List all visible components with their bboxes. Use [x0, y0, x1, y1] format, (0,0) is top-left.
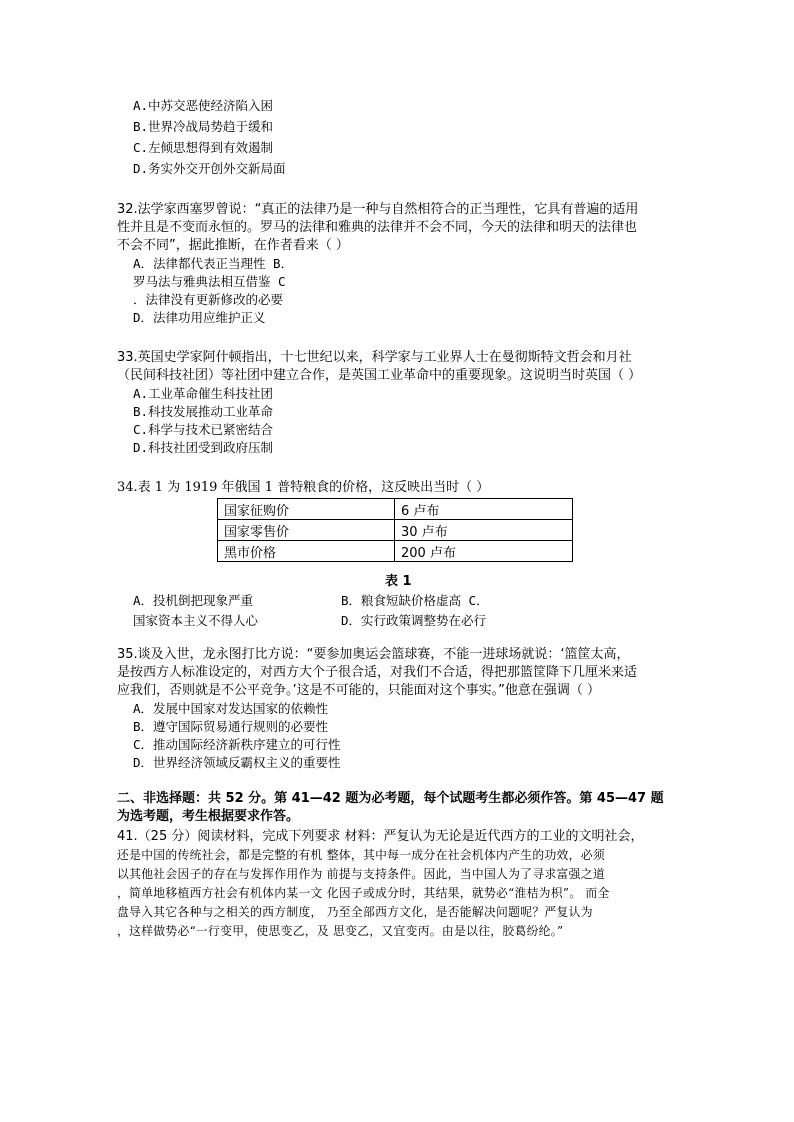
q34-option-b-c: B．粮食短缺价格虚高 C．	[341, 593, 489, 608]
q41-line-2: 还是中国的传统社会，都是完整的有机 整体，其中每一成分在社会机体内产生的功效，必须	[117, 848, 605, 862]
q35-option-c: C．推动国际经济新秩序建立的可行性	[133, 737, 341, 752]
q33-stem-line-2: （民间科技社团）等社团中建立合作，是英国工业革命中的重要现象。这说明当时英国（ ）	[117, 368, 642, 383]
q31-option-d: D.务实外交开创外交新局面	[133, 161, 286, 176]
section-two-heading-line-2: 为选考题，考生根据要求作答。	[117, 809, 300, 824]
q35-option-a: A．发展中国家对发达国家的依赖性	[133, 701, 329, 716]
q32-option-d: D．法律功用应维护正义	[133, 310, 266, 325]
table-cell: 6 卢布	[395, 499, 573, 520]
q34-option-a: A．投机倒把现象严重	[133, 593, 254, 608]
q33-option-a: A.工业革命催生科技社团	[133, 386, 274, 401]
q32-stem-line-1: 32.法学家西塞罗曾说：“真正的法律乃是一种与自然相符合的正当理性，它具有普遍的适用	[117, 202, 639, 217]
q34-option-c-text: 国家资本主义不得人心	[133, 613, 259, 628]
q31-option-c: C.左倾思想得到有效遏制	[133, 140, 274, 155]
q35-stem-line-1: 35.谈及入世，龙永图打比方说：“要参加奥运会篮球赛，不能一进球场就说：‘篮筐太高，	[117, 647, 630, 662]
q32-option-c-text: ．法律没有更新修改的必要	[133, 292, 284, 307]
price-table	[217, 498, 573, 562]
q33-option-d: D.科技社团受到政府压制	[133, 440, 274, 455]
table-cell: 黑市价格	[218, 541, 395, 562]
table-cell: 国家征购价	[218, 499, 395, 520]
table-row	[218, 499, 573, 520]
section-two-heading-line-1: 二、非选择题：共 52 分。第 41—42 题为必考题，每个试题考生都必须作答。第 45—47 题	[117, 791, 664, 806]
q32-stem-line-3: 不会不同”，据此推断，在作者看来（ ）	[117, 238, 349, 253]
q34-stem: 34.表 1 为 1919 年俄国 1 普特粮食的价格，这反映出当时（ ）	[117, 480, 490, 495]
q34-option-d: D．实行政策调整势在必行	[341, 613, 487, 628]
q41-line-3: 以其他社会因子的存在与发挥作用作为 前提与支持条件。因此，当中国人为了寻求富强之道	[117, 867, 605, 881]
table-caption: 表 1	[385, 574, 412, 589]
q35-stem-line-2: 是按西方人标准设定的，对西方大个子很合适，对我们不合适，得把那篮筐降下几厘米来适	[117, 665, 638, 680]
q33-option-b: B.科技发展推动工业革命	[133, 404, 274, 419]
table-cell: 国家零售价	[218, 520, 395, 541]
q41-line-4: ，简单地移植西方社会有机体内某一文 化因子或成分时，其结果，就势必“淮桔为枳”。 而全	[117, 886, 610, 900]
table-row	[218, 520, 573, 541]
table-cell: 30 卢布	[395, 520, 573, 541]
q35-stem-line-3: 应我们，否则就是不公平竞争。’这是不可能的，只能面对这个事实。”他意在强调（ ）	[117, 683, 601, 698]
q32-stem-line-2: 性并且是不变而永恒的。罗马的法律和雅典的法律并不会不同，今天的法律和明天的法律也	[117, 220, 638, 235]
q33-option-c: C.科学与技术已紧密结合	[133, 422, 274, 437]
q41-line-5: 盘导入其它各种与之相关的西方制度， 乃至全部西方文化，是否能解决问题呢？严复认为	[117, 905, 593, 919]
q32-option-b-c: 罗马法与雅典法相互借鉴 C	[133, 274, 286, 289]
q33-stem-line-1: 33.英国史学家阿什顿指出，十七世纪以来，科学家与工业界人士在曼彻斯特文哲会和月社	[117, 350, 632, 365]
table-row	[218, 541, 573, 562]
q41-line-1: 41.（25 分）阅读材料，完成下列要求 材料：严复认为无论是近代西方的工业的文明社会，	[117, 829, 644, 844]
q35-option-b: B．遵守国际贸易通行规则的必要性	[133, 719, 329, 734]
table-cell: 200 卢布	[395, 541, 573, 562]
q31-option-b: B.世界冷战局势趋于缓和	[133, 119, 274, 134]
q35-option-d: D．世界经济领域反霸权主义的重要性	[133, 755, 341, 770]
q32-option-a-b: A．法律都代表正当理性 B．	[133, 256, 294, 271]
q41-line-6: ，这样做势必“一行变甲，使思变乙，及 思变乙，又宜变丙。由是以往，胶葛纷纶。”	[117, 924, 564, 938]
q31-option-a: A.中苏交恶使经济陷入困	[133, 98, 274, 113]
